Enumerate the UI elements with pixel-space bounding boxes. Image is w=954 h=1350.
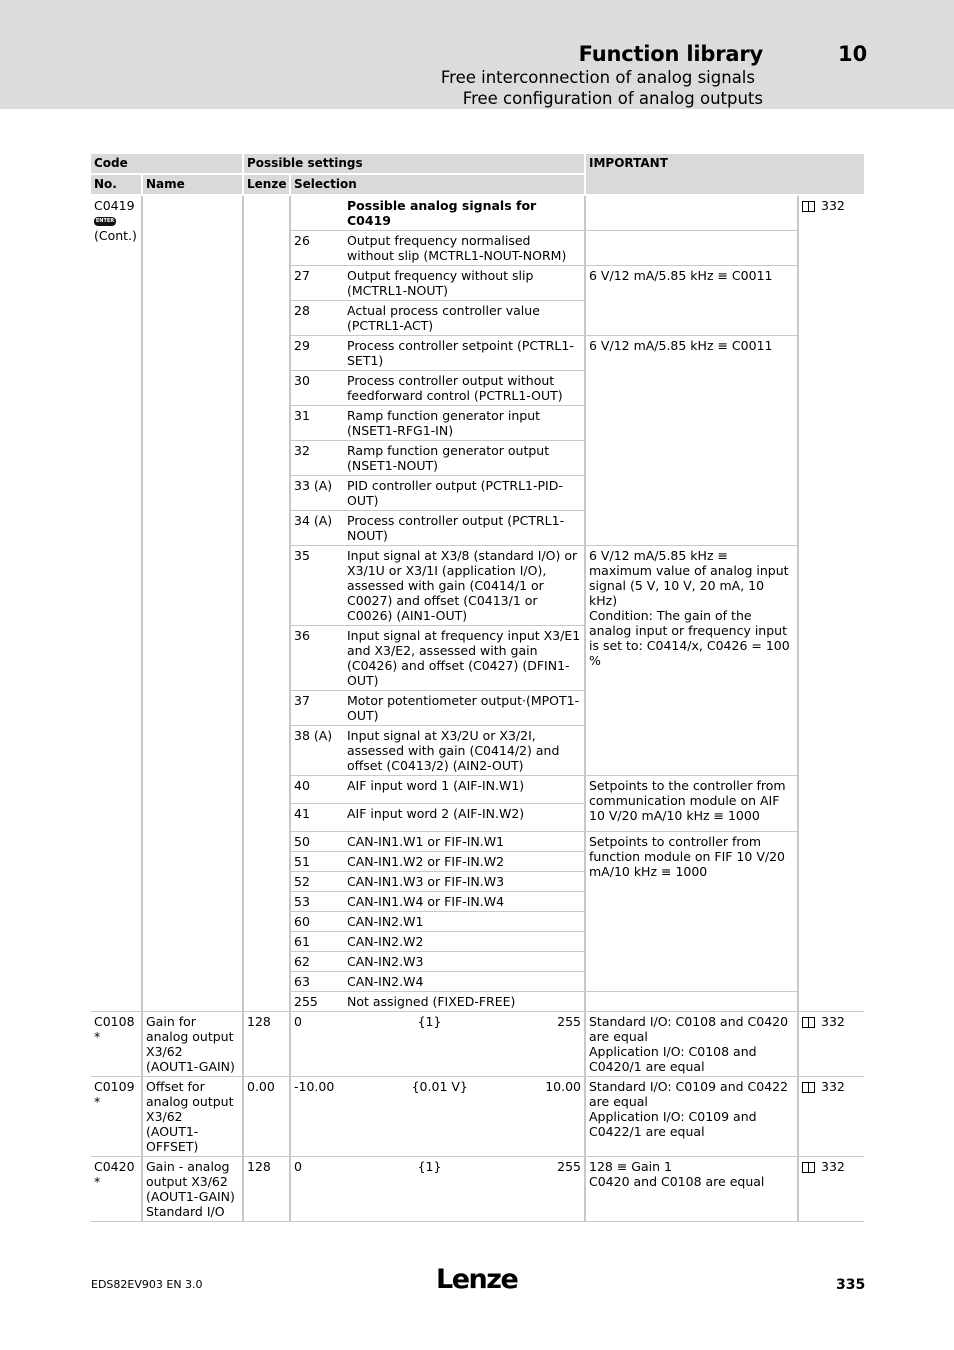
code-number: C0420 [94,1159,135,1174]
signal-selection: Output frequency without slip (MCTRL1-NOUT) [344,266,585,301]
signal-no: 40 [290,776,344,804]
signal-no: 61 [290,932,344,952]
important-cell: 6 V/12 mA/5.85 kHz ≡ C0011 [585,336,798,546]
lenze-cell: 0.00 [243,1077,290,1157]
ref-cell [798,1012,864,1077]
code-table [91,154,864,1222]
range-max: 255 [557,1159,581,1174]
header-selection: Selection [290,174,585,195]
signal-no: 255 [290,992,344,1012]
signal-selection: CAN-IN1.W2 or FIF-IN.W2 [344,852,585,872]
chapter-number: 10 [838,42,868,66]
lenze-cell [243,195,290,1012]
table-row [91,1012,864,1077]
table-row [91,1077,864,1157]
signal-no: 36 [290,626,344,691]
name-cell: Gain for analog output X3/62 (AOUT1-GAIN) [142,1012,243,1077]
lenze-cell: 128 [243,1012,290,1077]
lenze-logo: Lenze [436,1264,518,1295]
name-cell: Gain - analog output X3/62 (AOUT1-GAIN) Standard I/O [142,1157,243,1222]
page-ref: 332 [821,198,845,213]
signal-selection: AIF input word 1 (AIF-IN.W1) [344,776,585,804]
important-text: Standard I/O: C0109 and C0422 are equal [589,1079,789,1109]
range-max: 255 [557,1014,581,1029]
signal-selection: Process controller output (PCTRL1-NOUT) [344,511,585,546]
range-cell [290,1157,585,1222]
book-icon [802,1162,815,1172]
header-important: IMPORTANT [585,154,864,195]
ref-cell [798,1077,864,1157]
range-min: 0 [294,1014,302,1029]
signal-selection: AIF input word 2 (AIF-IN.W2) [344,804,585,832]
signal-no: 38 (A) [290,726,344,776]
code-number: C0108 [94,1014,135,1029]
page-ref: 332 [821,1014,845,1029]
list-title: Possible analog signals for C0419 [344,195,585,231]
range-min: -10.00 [294,1079,335,1094]
section-subtitle: Free interconnection of analog signals [440,68,755,87]
signal-no: 51 [290,852,344,872]
ref-cell [798,1157,864,1222]
signal-selection: CAN-IN2.W4 [344,972,585,992]
signal-no: 53 [290,892,344,912]
important-text: Application I/O: C0109 and C0422/1 are equal [589,1109,757,1139]
code-cell [91,1157,142,1222]
important-text: Standard I/O: C0108 and C0420 are equal [589,1014,789,1044]
range-step: {1} [417,1014,442,1029]
important-cell [585,992,798,1012]
important-cell: Setpoints to the controller from communication module on AIF 10 V/20 mA/10 kHz ≡ 1000 [585,776,798,832]
table-header-row [91,154,864,174]
signal-no: 26 [290,231,344,266]
signal-no: 28 [290,301,344,336]
important-cell [585,546,798,776]
signal-no: 37 [290,691,344,726]
table-row [91,1157,864,1222]
chapter-title: Function library [578,42,763,66]
signal-selection: Actual process controller value (PCTRL1-ACT) [344,301,585,336]
header-possible-settings: Possible settings [243,154,585,174]
range-max: 10.00 [545,1079,581,1094]
document-id: EDS82EV903 EN 3.0 [91,1278,203,1291]
header-name: Name [142,174,243,195]
continued-label: (Cont.) [94,228,137,243]
header-no: No. [91,174,142,195]
page-ref: 332 [821,1079,845,1094]
signal-selection: CAN-IN1.W1 or FIF-IN.W1 [344,832,585,852]
signal-selection: Ramp function generator input (NSET1-RFG1-IN) [344,406,585,441]
range-step: {0.01 V} [411,1079,468,1094]
code-number: C0419 [94,198,135,213]
list-no-cell [290,195,344,231]
header-lenze: Lenze [243,174,290,195]
signal-no: 32 [290,441,344,476]
signal-selection: CAN-IN1.W4 or FIF-IN.W4 [344,892,585,912]
important-condition: Condition: The gain of the analog input or frequency input is set to: C0414/x, C0426 = 100 % [589,608,790,668]
important-cell [585,231,798,266]
range-min: 0 [294,1159,302,1174]
table-row [91,195,864,231]
code-cell [91,1077,142,1157]
signal-selection: Ramp function generator output (NSET1-NOUT) [344,441,585,476]
code-number: C0109 [94,1079,135,1094]
signal-selection: Output frequency normalised without slip (MCTRL1-NOUT-NORM) [344,231,585,266]
important-text: C0420 and C0108 are equal [589,1174,765,1189]
important-text: Application I/O: C0108 and C0420/1 are equal [589,1044,757,1074]
code-cell [91,1012,142,1077]
signal-selection: Process controller setpoint (PCTRL1-SET1) [344,336,585,371]
enter-key-icon: ENTER [95,218,115,224]
signal-selection: CAN-IN2.W2 [344,932,585,952]
important-cell: Setpoints to controller from function module on FIF 10 V/20 mA/10 kHz ≡ 1000 [585,832,798,992]
important-text: 128 ≡ Gain 1 [589,1159,672,1174]
name-cell [142,195,243,1012]
range-cell [290,1012,585,1077]
signal-no: 63 [290,972,344,992]
range-cell [290,1077,585,1157]
important-cell [585,195,798,231]
signal-selection: Motor potentiometer output·(MPOT1-OUT) [344,691,585,726]
signal-no: 30 [290,371,344,406]
book-icon [802,1017,815,1027]
signal-selection: Input signal at frequency input X3/E1 and X3/E2, assessed with gain (C0426) and offset (C0427) (DFIN1-OUT) [344,626,585,691]
signal-no: 60 [290,912,344,932]
page-ref: 332 [821,1159,845,1174]
signal-no: 35 [290,546,344,626]
code-star: * [94,1029,101,1044]
ref-cell [798,195,864,1012]
range-step: {1} [417,1159,442,1174]
important-cell [585,1012,798,1077]
subsection-subtitle: Free configuration of analog outputs [462,89,763,108]
signal-selection: PID controller output (PCTRL1-PID-OUT) [344,476,585,511]
signal-selection: CAN-IN2.W3 [344,952,585,972]
important-cell [585,1157,798,1222]
signal-no: 27 [290,266,344,301]
code-star: * [94,1094,101,1109]
signal-no: 50 [290,832,344,852]
important-cell [585,1077,798,1157]
code-star: * [94,1174,101,1189]
book-icon [802,201,815,211]
code-cell [91,195,142,1012]
lenze-cell: 128 [243,1157,290,1222]
signal-no: 62 [290,952,344,972]
signal-no: 33 (A) [290,476,344,511]
name-cell: Offset for analog output X3/62 (AOUT1-OFFSET) [142,1077,243,1157]
header-code: Code [91,154,243,174]
book-icon [802,1082,815,1092]
page-number: 335 [836,1277,866,1293]
signal-selection: CAN-IN2.W1 [344,912,585,932]
signal-no: 34 (A) [290,511,344,546]
important-text: 6 V/12 mA/5.85 kHz ≡ maximum value of analog input signal (5 V, 10 V, 20 mA, 10 kHz) [589,548,789,608]
signal-no: 29 [290,336,344,371]
signal-selection: Input signal at X3/2U or X3/2I, assessed with gain (C0414/2) and offset (C0413/2) (AIN2-OUT) [344,726,585,776]
signal-no: 31 [290,406,344,441]
signal-selection: Not assigned (FIXED-FREE) [344,992,585,1012]
important-cell: 6 V/12 mA/5.85 kHz ≡ C0011 [585,266,798,336]
signal-selection: CAN-IN1.W3 or FIF-IN.W3 [344,872,585,892]
signal-selection: Process controller output without feedforward control (PCTRL1-OUT) [344,371,585,406]
signal-no: 52 [290,872,344,892]
signal-no: 41 [290,804,344,832]
signal-selection: Input signal at X3/8 (standard I/O) or X3/1U or X3/1I (application I/O), assessed with gain (C0414/1 or C0027) and offset (C0413/1 or C0026) (AIN1-OUT) [344,546,585,626]
